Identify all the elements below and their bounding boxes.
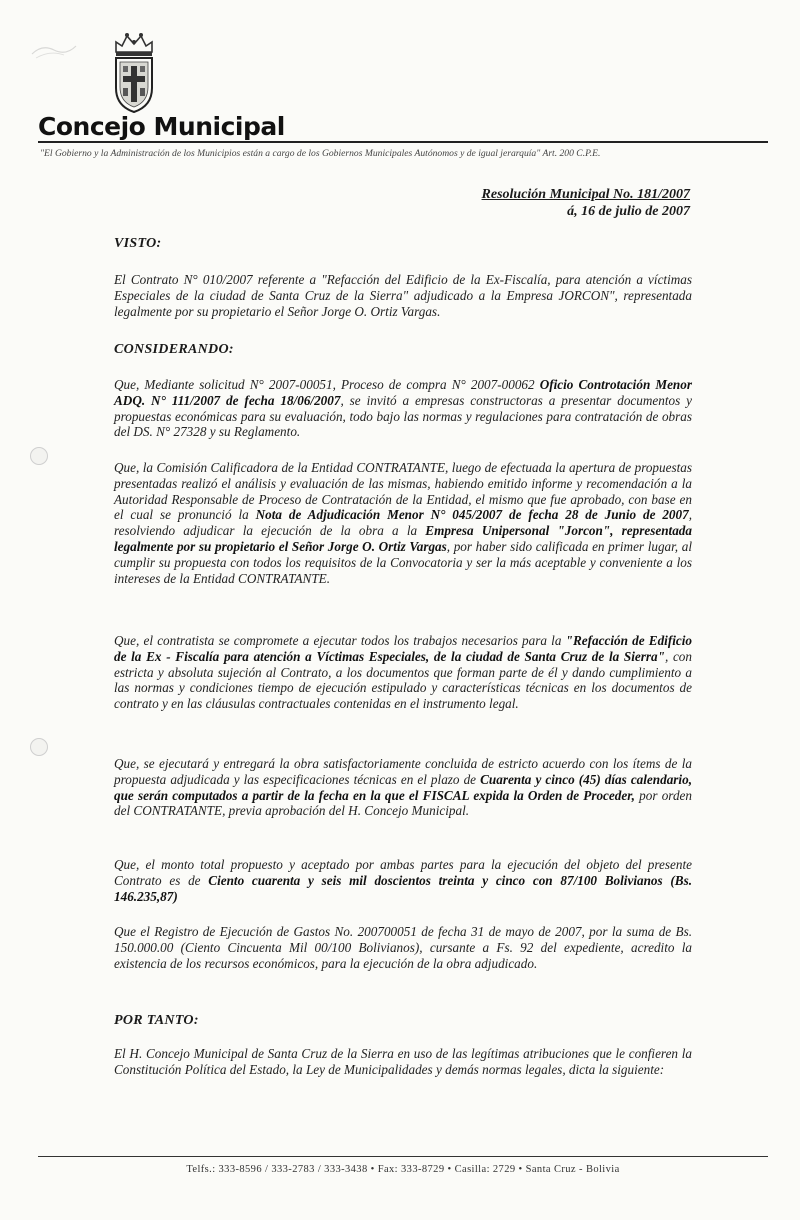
header-motto: "El Gobierno y la Administración de los Municipios están a cargo de los Gobiernos Municipales Autónomos y de igual jerarquía" Art. 200 C.P.E. bbox=[40, 148, 601, 159]
text-run: Que, el monto total propuesto y aceptado por ambas partes para la ejecución del objeto del presente Contrato es de bbox=[114, 857, 692, 888]
text-run: Que, el contratista se compromete a ejecutar todos los trabajos necesarios para la bbox=[114, 633, 566, 648]
scan-smudge bbox=[30, 40, 80, 60]
section-considerando-heading: CONSIDERANDO: bbox=[114, 342, 234, 357]
considerando-paragraph-1 bbox=[114, 377, 692, 440]
text-run-bold: "Refacción de Edificio de la Ex - Fiscalía para atención a Víctimas Especiales, de la ciudad de Santa Cruz de la Sierra" bbox=[114, 633, 692, 664]
text-run: , resolviendo adjudicar la ejecución de la obra a la bbox=[114, 507, 693, 539]
text-run: Que, Mediante solicitud N° 2007-00051, Proceso de compra N° 2007-00062 bbox=[114, 377, 540, 392]
text-run-bold: Nota de Adjudicación Menor N° 045/2007 de fecha 28 de Junio de 2007 bbox=[255, 507, 689, 523]
text-run-bold: Empresa Unipersonal "Jorcon", representada legalmente por su propietario el Señor Jorge O. Ortiz Vargas bbox=[114, 523, 692, 554]
text-run: , por haber sido calificada en primer lugar, al cumplir su propuesta con todos los requisitos de la Convocatoria y ser la más aceptable y conveniente a los intereses de la Entidad CONTRATANTE. bbox=[114, 538, 692, 586]
visto-paragraph: El Contrato N° 010/2007 referente a "Refacción del Edificio de la Ex-Fiscalía, para atención a víctimas Especiales de la ciudad de Santa Cruz de la Sierra" adjudicado a la Empresa JORCON", representada legalmente por su propietario el Señor Jorge O. Ortiz Vargas. bbox=[114, 272, 692, 319]
considerando-paragraph-5 bbox=[114, 857, 692, 904]
considerando-paragraph-6: Que el Registro de Ejecución de Gastos No. 200700051 de fecha 31 de mayo de 2007, por la suma de Bs. 150.000.00 (Ciento Cincuenta Mil 00/100 Bolivianos), cursante a Fs. 92 del expediente, acredito la existencia de los recursos económicos, para la ejecución de la obra adjudicado. bbox=[114, 924, 692, 971]
text-run: , se invitó a empresas constructoras a presentar documentos y propuestas económicas para su evaluación, todo bajo las normas y regulaciones para contratación de obras del DS. N° 27328 y su Reglamento. bbox=[114, 392, 692, 440]
punch-hole bbox=[30, 447, 48, 465]
punch-hole bbox=[30, 738, 48, 756]
footer-contact: Telfs.: 333-8596 / 333-2783 / 333-3438 • Fax: 333-8729 • Casilla: 2729 • Santa Cruz - Bolivia bbox=[186, 1164, 620, 1175]
resolution-block bbox=[482, 186, 690, 220]
considerando-paragraph-3 bbox=[114, 633, 692, 712]
coat-of-arms-icon bbox=[108, 30, 160, 118]
text-run-bold: Ciento cuarenta y seis mil doscientos treinta y cinco con 87/100 Bolivianos (Bs. 146.235,87) bbox=[114, 872, 692, 904]
section-por-tanto-heading: POR TANTO: bbox=[114, 1013, 199, 1028]
text-run-bold: Cuarenta y cinco (45) días calendario, que serán computados a partir de la fecha en la que el FISCAL expida la Orden de Proceder, bbox=[114, 771, 692, 803]
resolution-title: Resolución Municipal No. 181/2007 bbox=[481, 187, 690, 202]
text-run: , con estricta y absoluta sujeción al Contrato, a los documentos que forman parte de él y dando cumplimiento a las normas y condiciones tiempo de ejecución estipulado y características técnicas en los documentos de contrato y en las cláusulas contractuales contenidas en el instrumento legal. bbox=[114, 648, 692, 712]
resolution-date: á, 16 de julio de 2007 bbox=[567, 204, 690, 219]
por-tanto-paragraph: El H. Concejo Municipal de Santa Cruz de la Sierra en uso de las legítimas atribuciones que le confieren la Constitución Política del Estado, la Ley de Municipalidades y demás normas legales, dicta la siguiente: bbox=[114, 1046, 692, 1077]
section-visto-heading: VISTO: bbox=[114, 236, 162, 251]
text-run: por orden del CONTRATANTE, previa aprobación del H. Concejo Municipal. bbox=[114, 787, 692, 819]
text-run-bold: Oficio Controtación Menor ADQ. N° 111/2007 de fecha 18/06/2007 bbox=[114, 377, 692, 408]
org-name: Concejo Municipal bbox=[38, 112, 285, 141]
text-run: Que, la Comisión Calificadora de la Entidad CONTRATANTE, luego de efectuada la apertura de propuestas presentadas realizó el análisis y evaluación de las mismas, habiendo emitido informe y recomendación a la Autoridad Responsable de Proceso de Contratación de la Entidad, el mismo que fue aprobado, con base en el cual se pronunció la bbox=[114, 460, 692, 523]
considerando-paragraph-2 bbox=[114, 460, 692, 586]
considerando-paragraph-4 bbox=[114, 756, 692, 819]
header-divider bbox=[38, 141, 768, 143]
footer-divider bbox=[38, 1156, 768, 1157]
text-run: Que, se ejecutará y entregará la obra satisfactoriamente concluida de estricto acuerdo con los ítems de la propuesta adjudicada y las especificaciones técnicas en el plazo de bbox=[114, 756, 692, 787]
